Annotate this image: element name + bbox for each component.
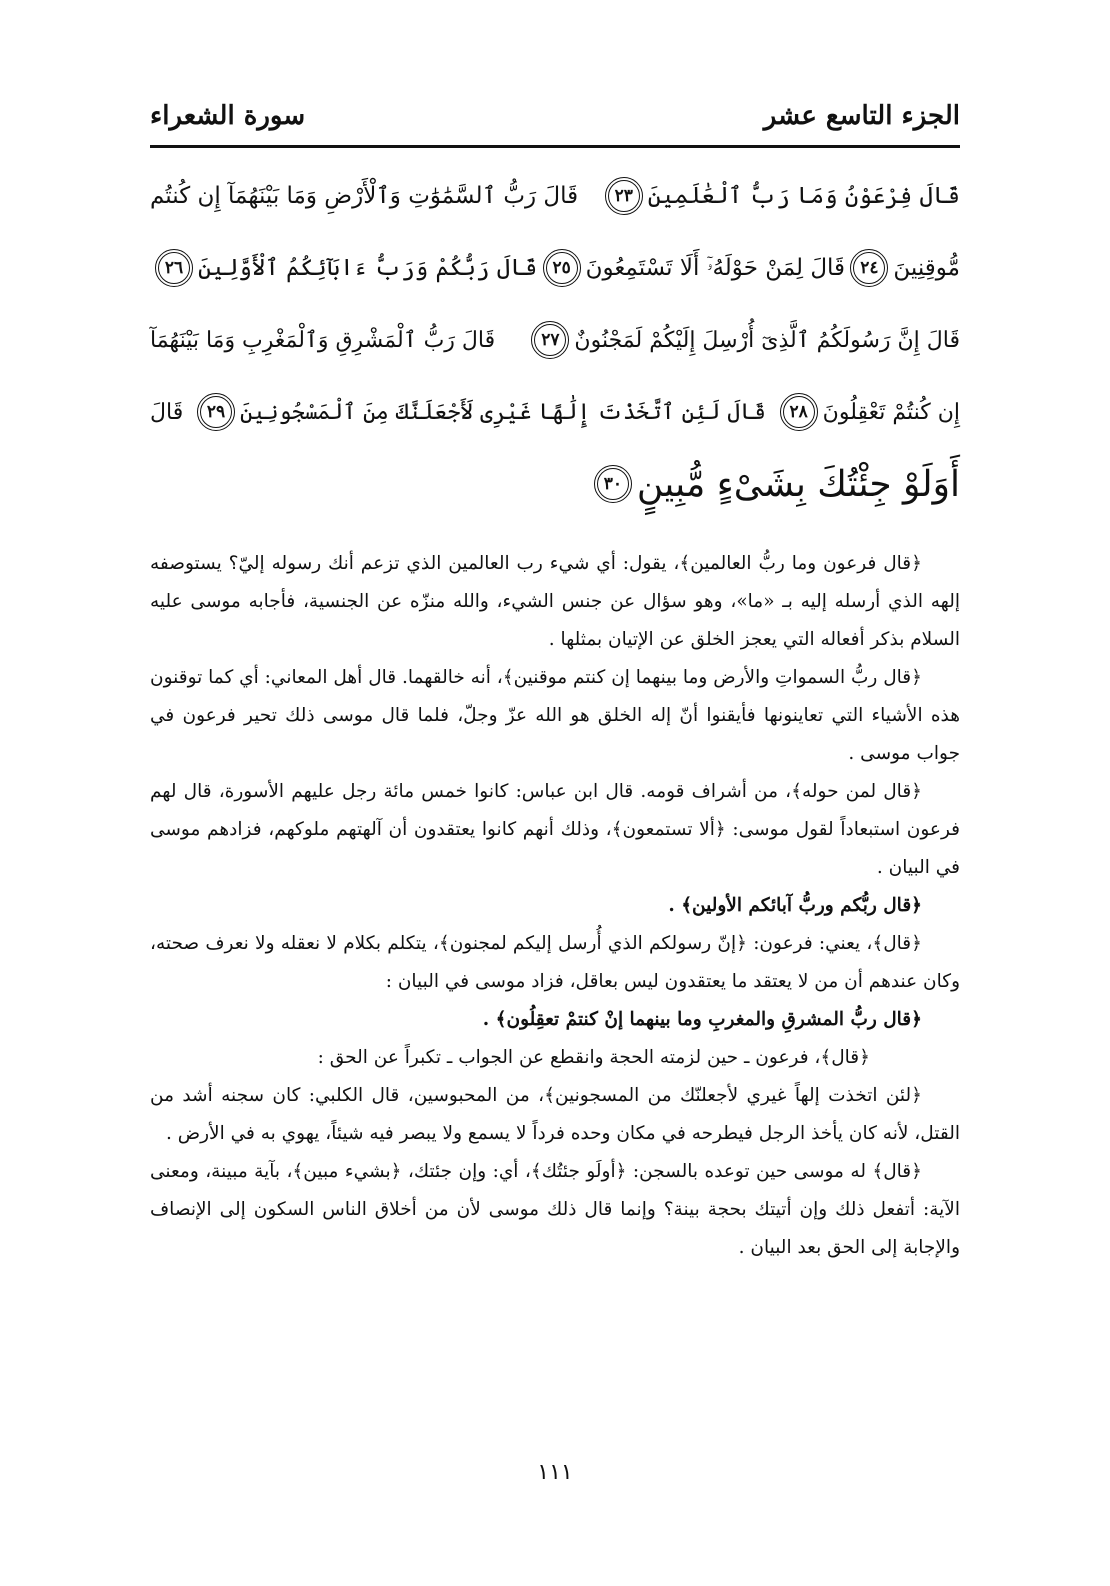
ayah-30-end: [589, 464, 960, 505]
commentary-paragraph: ﴿قال﴾، فرعون ـ حين لزمته الحجة وانقطع عن الجواب ـ تكبراً عن الحق :: [317, 1047, 870, 1068]
ayah-text: قَالَ إِنَّ رَسُولَكُمُ ٱلَّذِىٓ أُرْسِلَ إِلَيْكُمْ لَمَجْنُونٌ: [574, 327, 960, 353]
ayah-text: قَالَ رَبُّكُمْ وَرَبُّ ءَابَآئِكُمُ ٱلْأَوَّلِينَ: [198, 255, 538, 281]
commentary-paragraph: ﴿لئن اتخذت إلهاً غيري لأجعلنّك من المسجونين﴾، من المحبوسين، قال الكلبي: كان سجنه أشد من القتل، لأنه كان يأخذ الرجل فيطرحه في مكان وحده فرداً لا يسمع ولا يبصر فيه شيئاً، يهوي به في الأرض .: [150, 1085, 960, 1144]
ayah-text: قَالَ رَبُّ ٱلْمَشْرِقِ وَٱلْمَغْرِبِ وَمَا بَيْنَهُمَآ: [150, 327, 496, 353]
ayah-text: مُّوقِنِينَ: [893, 255, 960, 281]
commentary-paragraph: ﴿قال لمن حوله﴾، من أشراف قومه. قال ابن عباس: كانوا خمس مائة رجل عليهم الأسورة، قال لهم فرعون استبعاداً لقول موسى: ﴿ألا تستمعون﴾، وذلك أنهم كانوا يعتقدون أن آلهتهم ملوكهم، فزادهم موسى في البيان .: [150, 781, 960, 878]
commentary-paragraph: ﴿قال﴾ له موسى حين توعده بالسجن: ﴿أولَو جئتُك﴾، أي: وإن جئتك، ﴿بشيء مبين﴾، بآية مبينة، ومعنى الآية: أتفعل ذلك وإن أتيتك بحجة بينة؟ وإنما قال ذلك موسى لأن من أخلاق الناس السكون إلى الإنصاف والإجابة إلى الحق بعد البيان .: [150, 1161, 960, 1258]
ayah-27: [526, 321, 960, 359]
commentary-verse-quote: ﴿قال ربُّ المشرقِ والمغربِ وما بينهما إنْ كنتمْ تعقِلُون﴾ .: [482, 1009, 922, 1030]
juz-title: الجزء التاسع عشر: [763, 101, 960, 131]
ayah-number-marker: ٢٦: [155, 249, 193, 287]
ayah-28-end: [775, 393, 960, 431]
ayah-number-marker: ٣٠: [594, 465, 632, 503]
ayah-number-marker: ٢٥: [543, 249, 581, 287]
ayah-number-marker: ٢٧: [531, 321, 569, 359]
ayah-26: [150, 249, 537, 287]
quran-line: [150, 448, 960, 520]
ayah-28-part: [150, 328, 495, 353]
ayah-number-marker: ٢٩: [197, 393, 235, 431]
ayah-number-marker: ٢٨: [780, 393, 818, 431]
header-rule: [150, 145, 960, 148]
ayah-text: أَوَلَوْ جِئْتُكَ بِشَىْءٍ مُّبِينٍ: [636, 463, 960, 505]
ayah-number-marker: ٢٣: [605, 177, 643, 215]
ayah-text: إِن كُنتُمْ تَعْقِلُونَ: [822, 399, 960, 425]
ayah-text: قَالَ رَبُّ ٱلسَّمَٰوَٰتِ وَٱلْأَرْضِ وَمَا بَيْنَهُمَآ إِن كُنتُم: [150, 183, 579, 209]
ayah-number-marker: ٢٤: [850, 249, 888, 287]
surah-title: سورة الشعراء: [150, 101, 306, 131]
ayah-23: [600, 177, 960, 215]
quran-line: [150, 160, 960, 232]
quran-line: [150, 376, 960, 448]
ayah-25: [538, 249, 846, 287]
page-header: [150, 96, 960, 136]
quran-text-block: [150, 160, 960, 520]
commentary-verse-quote: ﴿قال ربُّكم وربُّ آبائكم الأولين﴾ .: [668, 895, 922, 916]
commentary-paragraph: ﴿قال ربُّ السمواتِ والأرض وما بينهما إن كنتم موقنين﴾، أنه خالقهما. قال أهل المعاني: أي كما توقنون هذه الأشياء التي تعاينونها فأيقنوا أنّ إله الخلق هو الله عزّ وجلّ، فلما قال موسى ذلك تحير فرعون في جواب موسى .: [150, 667, 960, 764]
ayah-24-end: [845, 249, 960, 287]
ayah-text: قَالَ لِمَنْ حَوْلَهُۥٓ أَلَا تَسْتَمِعُونَ: [585, 255, 846, 281]
quran-line: [150, 232, 960, 304]
tafsir-commentary: [150, 545, 960, 1267]
page-number: ١١١: [537, 1460, 573, 1485]
quran-line: [150, 304, 960, 376]
ayah-30-part: [150, 400, 183, 425]
ayah-text: قَالَ: [150, 399, 184, 425]
ayah-24-part: [150, 183, 578, 209]
ayah-text: قَالَ لَئِنِ ٱتَّخَذْتَ إِلَٰهًا غَيْرِى لَأَجْعَلَنَّكَ مِنَ ٱلْمَسْجُونِينَ: [240, 399, 766, 425]
ayah-text: قَالَ فِرْعَوْنُ وَمَا رَبُّ ٱلْعَٰلَمِينَ: [647, 183, 960, 209]
ayah-29: [192, 393, 766, 431]
commentary-paragraph: ﴿قال فرعون وما ربُّ العالمين﴾، يقول: أي شيء رب العالمين الذي تزعم أنك رسوله إليّ؟ يستوصفه إلهه الذي أرسله إليه بـ «ما»، وهو سؤال عن جنس الشيء، والله منزّه عن الجنسية، فأجابه موسى عليه السلام بذكر أفعاله التي يعجز الخلق عن الإتيان بمثلها .: [150, 553, 960, 650]
commentary-paragraph: ﴿قال﴾، يعني: فرعون: ﴿إنّ رسولكم الذي أُرسل إليكم لمجنون﴾، يتكلم بكلام لا نعقله ولا نعرف صحته، وكان عندهم أن من لا يعتقد ما يعتقدون ليس بعاقل، فزاد موسى في البيان :: [150, 933, 960, 992]
